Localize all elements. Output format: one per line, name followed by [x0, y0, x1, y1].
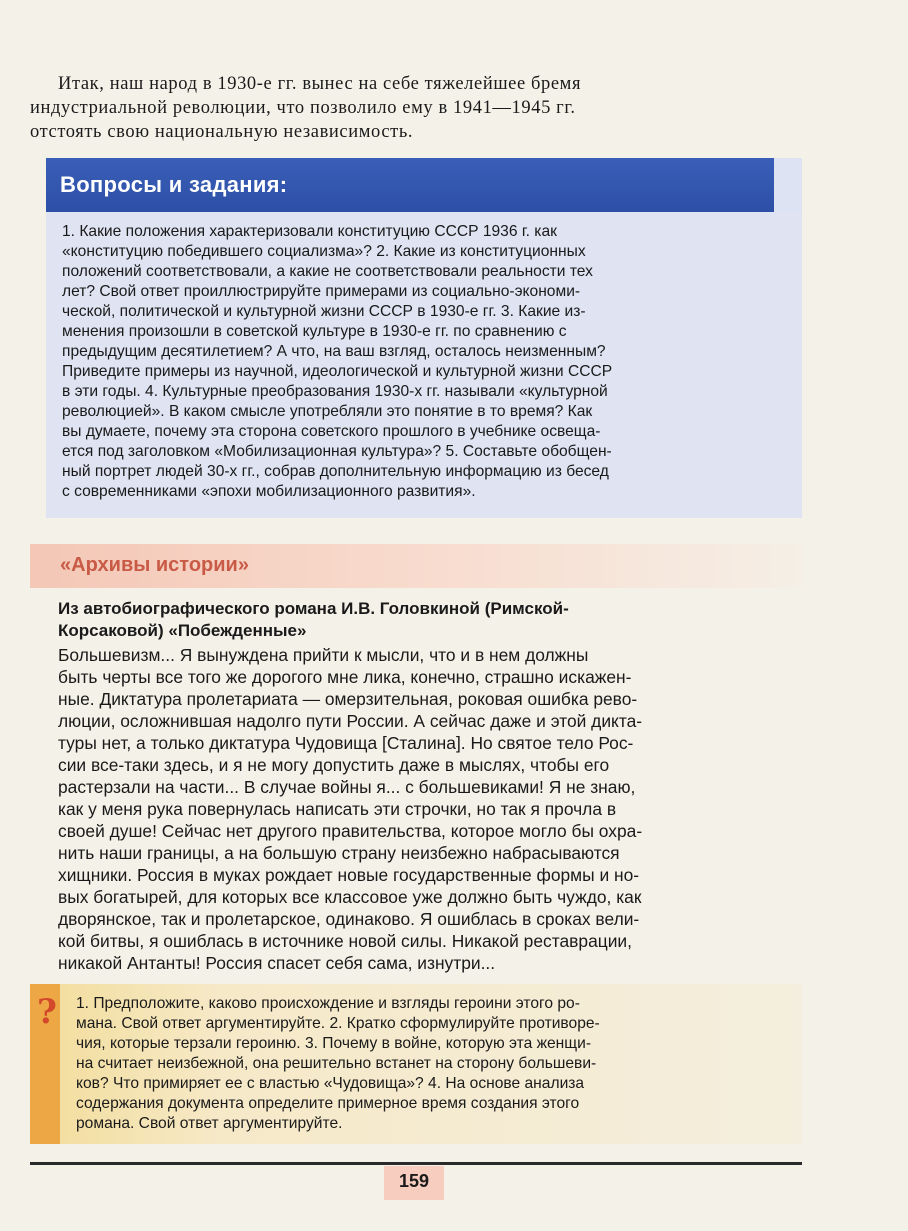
document-line: своей душе! Сейчас нет другого правительства, которое могло бы охра-	[58, 821, 643, 841]
questions-line: «конституцию победившего социализма»? 2. Какие из конституционных	[62, 243, 586, 260]
document-line: дворянское, так и пролетарское, одинаково. Я ошиблась в сроках вели-	[58, 909, 640, 929]
page-number: 159	[398, 1171, 430, 1191]
task-line: романа. Свой ответ аргументируйте.	[76, 1115, 343, 1132]
task-text	[76, 994, 788, 1134]
archive-section-title: «Архивы истории»	[60, 554, 249, 576]
document-line: никакой Антанты! Россия спасет себя сама, изнутри...	[58, 953, 496, 973]
questions-line: революцией». В каком смысле употребляли это понятие в то время? Как	[62, 403, 593, 420]
task-line: 1. Предположите, каково происхождение и взгляды героини этого ро-	[76, 995, 580, 1012]
footer-divider	[30, 1162, 802, 1165]
questions-line: 1. Какие положения характеризовали конституцию СССР 1936 г. как	[62, 223, 557, 240]
task-line: чия, которые терзали героиню. 3. Почему в войне, которую эта женщи-	[76, 1035, 592, 1052]
questions-line: вы думаете, почему эта сторона советского прошлого в учебнике освеща-	[62, 423, 601, 440]
document-line: кой битвы, я ошиблась в источнике новой силы. Никакой реставрации,	[58, 931, 632, 951]
intro-paragraph	[30, 72, 798, 144]
document-line: быть черты все того же дорогого мне лика, конечно, страшно искажен-	[58, 667, 632, 687]
questions-line: с современниками «эпохи мобилизационного развития».	[62, 483, 476, 500]
document-line: люции, осложнившая надолго пути России. А сейчас даже и этой дикта-	[58, 711, 643, 731]
document-line: ные. Диктатура пролетариата — омерзительная, роковая ошибка рево-	[58, 689, 638, 709]
document-line: Большевизм... Я вынуждена прийти к мысли, что и в нем должны	[58, 645, 589, 665]
task-line: мана. Свой ответ аргументируйте. 2. Кратко сформулируйте противоре-	[76, 1015, 600, 1032]
document-line: сии все-таки здесь, и я не могу допустить даже в мыслях, чтобы его	[58, 755, 610, 775]
document-line: туры нет, а только диктатура Чудовища [Сталина]. Но святое тело Рос-	[58, 733, 634, 753]
task-line: на считает неизбежной, она решительно встанет на сторону большеви-	[76, 1055, 597, 1072]
questions-line: ный портрет людей 30-х гг., собрав дополнительную информацию из бесед	[62, 463, 609, 480]
document-line: хищники. Россия в муках рождает новые государственные формы и но-	[58, 865, 640, 885]
intro-line: Итак, наш народ в 1930-е гг. вынес на себе тяжелейшее бремя	[58, 74, 582, 94]
questions-line: положений соответствовали, а какие не соответствовали реальности тех	[62, 263, 593, 280]
questions-banner	[46, 158, 802, 212]
questions-line: Приведите примеры из научной, идеологической и культурной жизни СССР	[62, 363, 613, 380]
document-line: как у меня рука повернулась написать эти строчки, но так я прочла в	[58, 799, 617, 819]
questions-title: Вопросы и задания:	[60, 172, 288, 197]
document-line: нить наши границы, а на большую страну неизбежно набрасываются	[58, 843, 620, 863]
questions-line: в эти годы. 4. Культурные преобразования 1930-х гг. называли «культурной	[62, 383, 608, 400]
archive-document	[58, 598, 798, 974]
intro-line: индустриальной революции, что позволило ему в 1941—1945 гг.	[30, 98, 576, 118]
document-title-line: Из автобиографического романа И.В. Головкиной (Римской-	[58, 599, 569, 618]
task-line: содержания документа определите примерное время создания этого	[76, 1095, 580, 1112]
document-title-line: Корсаковой) «Побежденные»	[58, 621, 307, 640]
questions-line: ческой, политической и культурной жизни СССР в 1930-е гг. 3. Какие из-	[62, 303, 586, 320]
questions-line: лет? Свой ответ проиллюстрируйте примерами из социально-экономи-	[62, 283, 581, 300]
questions-line: ется под заголовком «Мобилизационная культура»? 5. Составьте обобщен-	[62, 443, 612, 460]
document-line: вых богатырей, для которых все классовое уже должно быть чуждо, как	[58, 887, 642, 907]
questions-text	[62, 222, 788, 502]
questions-line: предыдущим десятилетием? А что, на ваш взгляд, осталось неизменным?	[62, 343, 606, 360]
task-line: ков? Что примиряет ее с властью «Чудовища»? 4. На основе анализа	[76, 1075, 585, 1092]
intro-line: отстоять свою национальную независимость.	[30, 122, 414, 142]
questions-line: менения произошли в советской культуре в 1930-е гг. по сравнению с	[62, 323, 567, 340]
question-mark-icon: ?	[37, 992, 57, 1032]
document-title	[58, 598, 798, 642]
document-line: растерзали на части... В случае войны я... с большевиками! Я не знаю,	[58, 777, 636, 797]
document-body	[58, 644, 798, 974]
